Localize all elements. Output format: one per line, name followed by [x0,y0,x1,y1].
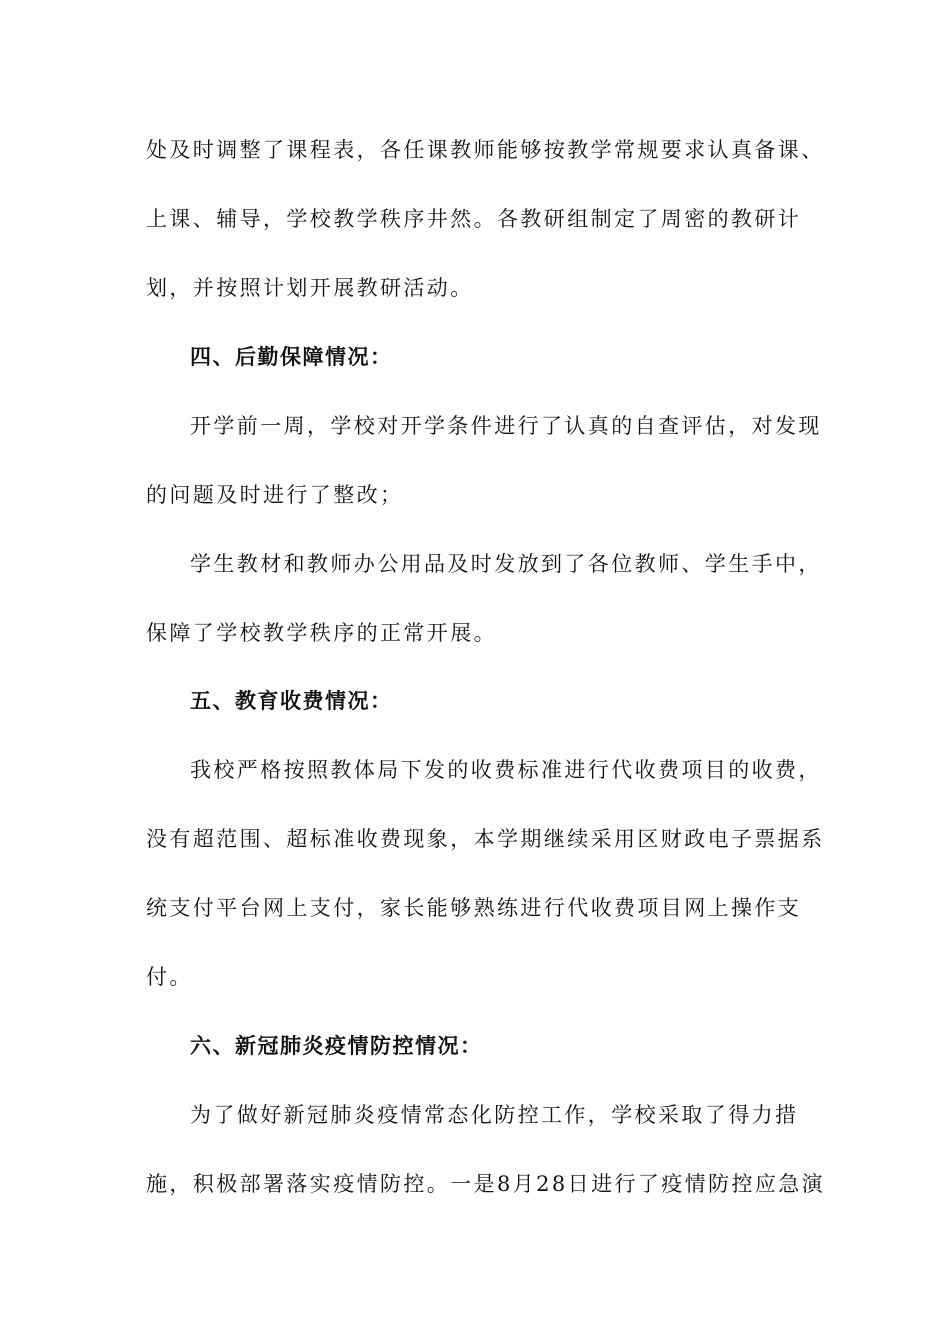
paragraph-line: 处及时调整了课程表，各任课教师能够按教学常规要求认真备课、 [146,138,825,162]
paragraph-line: 的问题及时进行了整改； [146,483,404,507]
section-heading-epidemic: 六、新冠肺炎疫情防控情况： [190,1033,483,1058]
paragraph-line: 统支付平台网上支付，家长能够熟练进行代收费项目网上操作支 [146,896,802,920]
section-heading-fees: 五、教育收费情况： [190,688,393,713]
section-heading-logistics: 四、后勤保障情况： [190,344,393,369]
paragraph-line: 上课、辅导，学校教学秩序井然。各教研组制定了周密的教研计 [146,207,802,231]
paragraph-line: 开学前一周，学校对开学条件进行了认真的自查评估，对发现 [190,414,822,438]
paragraph-line: 为了做好新冠肺炎疫情常态化防控工作，学校采取了得力措 [190,1103,799,1127]
paragraph-line: 保障了学校教学秩序的正常开展。 [146,621,497,645]
paragraph-line: 划，并按照计划开展教研活动。 [146,276,474,300]
paragraph-line: 没有超范围、超标准收费现象，本学期继续采用区财政电子票据系 [146,827,825,851]
paragraph-line: 我校严格按照教体局下发的收费标准进行代收费项目的收费， [190,758,822,782]
paragraph-line: 施，积极部署落实疫情防控。一是8月28日进行了疫情防控应急演 [146,1172,826,1196]
paragraph-line: 学生教材和教师办公用品及时发放到了各位教师、学生手中， [190,552,822,576]
paragraph-line: 付。 [146,965,193,989]
